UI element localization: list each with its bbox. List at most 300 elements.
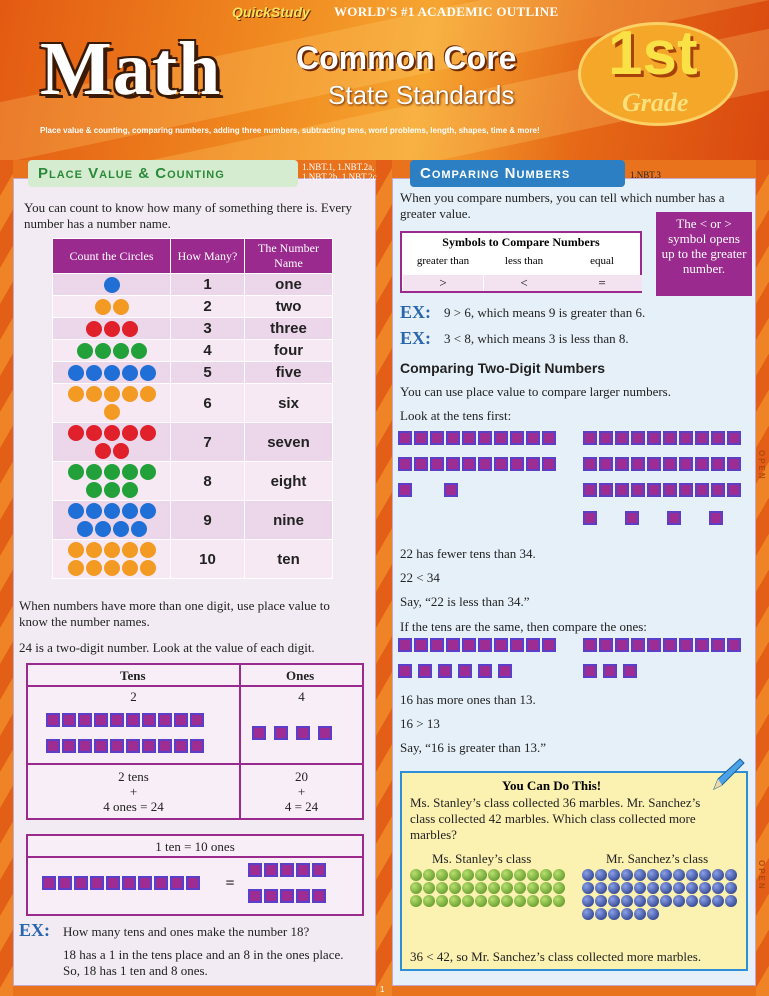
place-value-block: [647, 431, 661, 445]
place-value-block: [526, 457, 540, 471]
marble: [660, 882, 672, 894]
place-value-block: [631, 483, 645, 497]
count-circle: [140, 464, 156, 480]
place-value-block: [583, 483, 597, 497]
open-marker: OPEN: [757, 450, 766, 481]
table-row: [53, 423, 333, 462]
marble: [673, 869, 685, 881]
circles-cell: [53, 540, 171, 579]
place-value-block: [663, 483, 677, 497]
place-value-block: [312, 889, 326, 903]
place-value-block: [583, 638, 597, 652]
pencil-icon: [708, 755, 748, 795]
place-value-block: [727, 431, 741, 445]
divider: [28, 763, 362, 765]
circles-cell: [53, 362, 171, 384]
place-value-block: [695, 638, 709, 652]
marble: [647, 908, 659, 920]
place-value-block: [663, 457, 677, 471]
how-many-cell: 4: [171, 340, 245, 362]
place-value-block: [625, 511, 639, 525]
place-value-block: [510, 457, 524, 471]
marble: [725, 895, 737, 907]
marble: [475, 882, 487, 894]
table-row: [53, 501, 333, 540]
count-circle: [131, 521, 147, 537]
count-circle: [140, 542, 156, 558]
sym-value: <: [484, 275, 564, 291]
count-circle: [104, 365, 120, 381]
marble: [634, 882, 646, 894]
compare-line: If the tens are the same, then compare the ones:: [400, 619, 647, 634]
place-value-block: [296, 889, 310, 903]
count-circle: [122, 482, 138, 498]
place-value-block: [280, 863, 294, 877]
count-circle: [104, 560, 120, 576]
count-circle: [140, 560, 156, 576]
place-value-block: [711, 638, 725, 652]
number-name-cell: six: [245, 384, 333, 423]
marble: [501, 895, 513, 907]
marble: [686, 869, 698, 881]
counting-table: [52, 238, 333, 579]
place-value-block: [695, 431, 709, 445]
count-circle: [68, 542, 84, 558]
page-number: 1: [380, 985, 385, 994]
place-value-block: [414, 457, 428, 471]
place-value-block: [623, 664, 637, 678]
marble: [686, 882, 698, 894]
col-header: Count the Circles: [53, 239, 171, 274]
ten-equals-title: 1 ten = 10 ones: [155, 839, 235, 854]
count-circle: [95, 521, 111, 537]
place-value-block: [296, 863, 310, 877]
marble: [699, 869, 711, 881]
marble: [423, 895, 435, 907]
place-value-block: [122, 876, 136, 890]
circle-group: [57, 501, 167, 539]
marble: [462, 882, 474, 894]
ycd-question: Ms. Stanley’s class collected 36 marbles. Mr. Sanchez’s class collected 42 marbles. Which class collected more marbles?: [410, 795, 701, 842]
place-value-block: [647, 483, 661, 497]
count-circle: [122, 464, 138, 480]
how-many-cell: 1: [171, 274, 245, 296]
circle-group: [57, 319, 167, 339]
marble: [686, 895, 698, 907]
ones-header: Ones: [286, 668, 315, 683]
number-name-cell: four: [245, 340, 333, 362]
count-circle: [122, 503, 138, 519]
place-value-block: [142, 739, 156, 753]
tens-desc: [28, 769, 239, 814]
place-value-block: [695, 457, 709, 471]
symbols-table: [400, 231, 642, 293]
topics-line: Place value & counting, comparing numbers, adding three numbers, subtracting tens, word problems, length, shapes, time & more!: [40, 126, 540, 135]
ones-blocks: [398, 483, 490, 497]
place-value-block: [46, 713, 60, 727]
marble: [608, 882, 620, 894]
table-row: [53, 318, 333, 340]
table-row: [53, 362, 333, 384]
place-value-block: [603, 664, 617, 678]
marble: [699, 895, 711, 907]
count-circle: [68, 365, 84, 381]
subtitle-state-standards: State Standards: [328, 80, 515, 110]
line: 20: [295, 769, 308, 784]
two-digit-heading: Comparing Two-Digit Numbers: [400, 360, 606, 376]
marble: [621, 869, 633, 881]
marble: [436, 882, 448, 894]
place-value-block: [430, 638, 444, 652]
marble: [514, 882, 526, 894]
place-value-block: [727, 638, 741, 652]
std-line: 1.NBT.1, 1.NBT.2a,: [302, 162, 375, 172]
divider: [28, 685, 362, 687]
place-value-block: [248, 863, 262, 877]
tens-digit: 2: [130, 689, 137, 704]
grade-number: 1st: [608, 19, 698, 88]
standards-code: 1.NBT.3: [630, 170, 661, 180]
place-value-block: [615, 457, 629, 471]
std-line: 1.NBT.2b, 1.NBT.2c: [302, 172, 377, 182]
marble: [540, 882, 552, 894]
place-value-block: [74, 876, 88, 890]
count-circle: [68, 560, 84, 576]
marble: [582, 908, 594, 920]
left-margin: [0, 160, 13, 996]
marble: [582, 882, 594, 894]
how-many-cell: 2: [171, 296, 245, 318]
ones-blocks: [248, 863, 328, 877]
number-name-cell: five: [245, 362, 333, 384]
sym-header: greater than: [416, 255, 470, 267]
place-value-block: [186, 876, 200, 890]
ten-bar: [42, 876, 202, 890]
tagline: WORLD'S #1 ACADEMIC OUTLINE: [334, 4, 559, 19]
place-value-block: [631, 457, 645, 471]
mr-sanchez-label: Mr. Sanchez’s class: [606, 851, 709, 866]
place-value-block: [398, 483, 412, 497]
place-value-block: [94, 713, 108, 727]
how-many-cell: 10: [171, 540, 245, 579]
line: 4 ones = 24: [103, 799, 164, 814]
place-value-block: [398, 664, 412, 678]
subtitle-common-core: Common Core: [296, 40, 517, 76]
ex1-text: 9 > 6, which means 9 is greater than 6.: [444, 305, 646, 320]
place-value-block: [695, 483, 709, 497]
place-value-block: [599, 431, 613, 445]
circles-cell: [53, 501, 171, 540]
marble: [634, 869, 646, 881]
count-circle: [104, 464, 120, 480]
intro-text: You can count to know how many of something there is. Every number has a number name.: [24, 200, 352, 231]
place-value-block: [170, 876, 184, 890]
marble: [449, 882, 461, 894]
circles-cell: [53, 423, 171, 462]
place-value-block: [478, 664, 492, 678]
place-value-block: [106, 876, 120, 890]
ms-stanley-label: Ms. Stanley’s class: [432, 851, 532, 866]
place-value-block: [78, 713, 92, 727]
place-value-block: [599, 457, 613, 471]
ten-bar: [583, 483, 743, 497]
ones-digit: 4: [298, 689, 305, 704]
how-many-cell: 3: [171, 318, 245, 340]
two-digit-text: Look at the tens first:: [400, 408, 512, 423]
place-value-block: [510, 638, 524, 652]
count-circle: [122, 365, 138, 381]
open-marker: OPEN: [757, 860, 766, 891]
place-value-block: [494, 638, 508, 652]
ten-bar: [398, 431, 558, 445]
ex-question: How many tens and ones make the number 18?: [63, 924, 310, 939]
marble: [608, 908, 620, 920]
circle-group: [57, 462, 167, 500]
place-value-block: [711, 431, 725, 445]
marble: [462, 869, 474, 881]
marble: [647, 895, 659, 907]
count-circle: [122, 542, 138, 558]
col-header: The Number Name: [245, 239, 333, 274]
count-circle: [95, 443, 111, 459]
place-value-block: [679, 483, 693, 497]
place-value-block: [478, 457, 492, 471]
place-value-block: [142, 713, 156, 727]
line: +: [129, 784, 138, 799]
place-value-block: [174, 739, 188, 753]
you-can-do-this-box: [400, 771, 748, 971]
circles-cell: [53, 296, 171, 318]
marble: [621, 895, 633, 907]
how-many-cell: 7: [171, 423, 245, 462]
count-circle: [86, 542, 102, 558]
place-value-block: [663, 638, 677, 652]
sym-value: =: [562, 275, 642, 291]
ten-bar: [583, 638, 743, 652]
ycd-answer: 36 < 42, so Mr. Sanchez’s class collected more marbles.: [410, 949, 702, 964]
marble: [647, 869, 659, 881]
place-value-block: [62, 713, 76, 727]
place-value-block: [312, 863, 326, 877]
ten-bar: [46, 713, 206, 727]
ones-blocks: [583, 511, 751, 525]
count-circle: [140, 503, 156, 519]
place-value-block: [615, 431, 629, 445]
count-circle: [140, 365, 156, 381]
place-value-block: [264, 863, 278, 877]
place-value-block: [542, 638, 556, 652]
circle-group: [57, 341, 167, 361]
marble: [608, 895, 620, 907]
count-circle: [68, 425, 84, 441]
section-tab-comparing: Comparing Numbers: [410, 160, 625, 187]
place-value-block: [252, 726, 266, 740]
ones-blocks: [252, 726, 340, 740]
marble: [634, 908, 646, 920]
table-row: [53, 274, 333, 296]
marble: [488, 882, 500, 894]
ten-bar: [583, 431, 743, 445]
compare-intro: When you compare numbers, you can tell which number has a greater value.: [400, 190, 725, 221]
ones-blocks: [398, 664, 518, 678]
divider: [28, 856, 362, 858]
place-value-block: [438, 664, 452, 678]
place-value-block: [274, 726, 288, 740]
marble: [712, 869, 724, 881]
marble: [540, 895, 552, 907]
marble: [436, 869, 448, 881]
place-value-block: [615, 483, 629, 497]
pv-text: When numbers have more than one digit, use place value to know the number names.: [19, 598, 330, 629]
count-circle: [140, 386, 156, 402]
sym-value: >: [403, 275, 483, 291]
table-row: [53, 540, 333, 579]
marble: [475, 895, 487, 907]
count-circle: [122, 386, 138, 402]
marble: [621, 908, 633, 920]
marble: [608, 869, 620, 881]
place-value-block: [190, 713, 204, 727]
ten-bar: [398, 457, 558, 471]
ex-label: EX:: [400, 328, 431, 348]
place-value-block: [709, 511, 723, 525]
count-circle: [86, 425, 102, 441]
count-circle: [104, 277, 120, 293]
center-gutter: [376, 160, 392, 996]
circle-group: [57, 423, 167, 461]
place-value-block: [583, 431, 597, 445]
place-value-block: [78, 739, 92, 753]
place-value-block: [418, 664, 432, 678]
place-value-block: [679, 457, 693, 471]
place-value-table: [26, 663, 364, 820]
place-value-block: [542, 431, 556, 445]
marble: [553, 882, 565, 894]
place-value-block: [158, 713, 172, 727]
place-value-block: [510, 431, 524, 445]
place-value-block: [711, 483, 725, 497]
place-value-block: [62, 739, 76, 753]
marble: [725, 882, 737, 894]
place-value-block: [494, 431, 508, 445]
compare-line: 16 has more ones than 13.: [400, 692, 536, 707]
count-circle: [122, 321, 138, 337]
marble: [699, 882, 711, 894]
place-value-block: [430, 457, 444, 471]
count-circle: [122, 425, 138, 441]
place-value-block: [318, 726, 332, 740]
count-circle: [68, 503, 84, 519]
place-value-block: [174, 713, 188, 727]
count-circle: [86, 365, 102, 381]
count-circle: [95, 343, 111, 359]
marble: [462, 895, 474, 907]
ten-equals-ones-box: [26, 834, 364, 916]
place-value-block: [647, 457, 661, 471]
place-value-block: [679, 431, 693, 445]
symbol-note: The < or > symbol opens up to the greater number.: [656, 212, 752, 296]
count-circle: [140, 425, 156, 441]
circles-cell: [53, 462, 171, 501]
count-circle: [86, 560, 102, 576]
circles-cell: [53, 340, 171, 362]
marble: [553, 869, 565, 881]
place-value-block: [583, 664, 597, 678]
count-circle: [113, 521, 129, 537]
count-circle: [77, 521, 93, 537]
ycd-title: You Can Do This!: [502, 778, 602, 793]
number-name-cell: one: [245, 274, 333, 296]
place-value-block: [94, 739, 108, 753]
place-value-block: [458, 664, 472, 678]
ones-blocks: [248, 889, 328, 903]
how-many-cell: 6: [171, 384, 245, 423]
number-name-cell: nine: [245, 501, 333, 540]
tens-header: Tens: [120, 668, 146, 683]
count-circle: [113, 443, 129, 459]
place-value-block: [248, 889, 262, 903]
place-value-block: [446, 638, 460, 652]
marble: [423, 882, 435, 894]
marble: [712, 895, 724, 907]
marble: [712, 882, 724, 894]
place-value-block: [667, 511, 681, 525]
marble: [527, 869, 539, 881]
marble: [514, 869, 526, 881]
compare-line: 22 has fewer tens than 34.: [400, 546, 536, 561]
table-row: [53, 384, 333, 423]
line: 2 tens: [118, 769, 149, 784]
number-name-cell: three: [245, 318, 333, 340]
place-value-block: [42, 876, 56, 890]
marble: [501, 869, 513, 881]
marble: [514, 895, 526, 907]
circle-group: [57, 540, 167, 578]
place-value-block: [414, 431, 428, 445]
marble: [475, 869, 487, 881]
count-circle: [104, 542, 120, 558]
table-row: [53, 296, 333, 318]
place-value-block: [462, 638, 476, 652]
place-value-block: [526, 431, 540, 445]
place-value-block: [446, 457, 460, 471]
marble: [488, 869, 500, 881]
place-value-block: [727, 457, 741, 471]
marble: [673, 895, 685, 907]
count-circle: [113, 343, 129, 359]
place-value-block: [583, 511, 597, 525]
marble: [527, 895, 539, 907]
count-circle: [104, 404, 120, 420]
count-circle: [86, 321, 102, 337]
circle-group: [57, 363, 167, 383]
line: +: [297, 784, 306, 799]
count-circle: [122, 560, 138, 576]
green-marbles: [410, 869, 565, 907]
number-name-cell: eight: [245, 462, 333, 501]
place-value-block: [296, 726, 310, 740]
marble: [595, 882, 607, 894]
place-value-block: [158, 739, 172, 753]
place-value-block: [398, 638, 412, 652]
ex2-text: 3 < 8, which means 3 is less than 8.: [444, 331, 629, 346]
place-value-block: [498, 664, 512, 678]
compare-line: Say, “16 is greater than 13.”: [400, 740, 547, 755]
place-value-block: [58, 876, 72, 890]
ten-bar: [46, 739, 206, 753]
count-circle: [104, 503, 120, 519]
symbols-title: Symbols to Compare Numbers: [442, 235, 600, 249]
